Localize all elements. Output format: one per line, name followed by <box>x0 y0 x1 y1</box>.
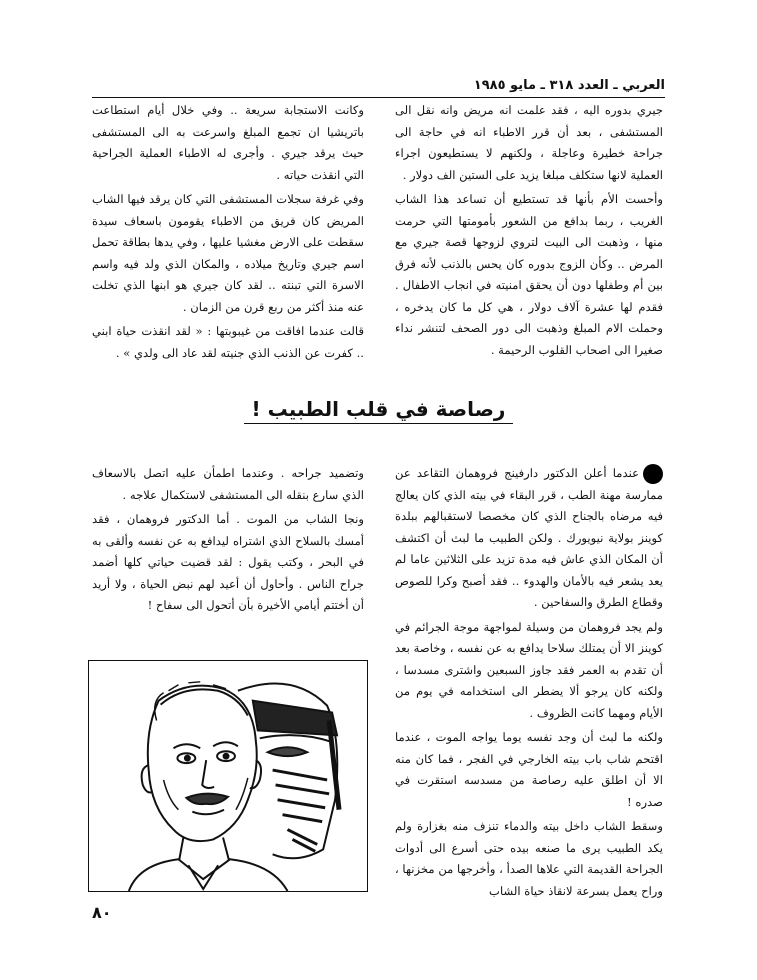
paragraph: وكانت الاستجابة سريعة .. وفي خلال أيام استطاعت باتريشيا ان تجمع المبلغ واسرعت به الى المستشفى حيث يرقد جيري . وأجرى له الاطباء العملية الجراحية التي انقذت حياته . <box>92 103 364 182</box>
paragraph: ولم يجد فروهمان من وسيلة لمواجهة موجة الجرائم في كوينز الا أن يمتلك سلاحا يدافع به عن نفسه ، وخاصة بعد أن تقدم به العمر فقد جاوز السبعين واشترى مسدسا ، ولكنه كان يرجو ألا يضطر الى استخدامه في يوم من الأيام ومهما كانت الظروف . <box>395 619 663 720</box>
paragraph: ونجا الشاب من الموت . أما الدكتور فروهمان ، فقد أمسك بالسلاح الذي اشتراه ليدافع به عن نفسه وألقى به في البحر ، وكتب يقول : لقد قضيت حياتي كلها أضمد جراح الناس . وأحاول أن أعيد لهم نبض الحياة ، ولا أريد أن أختتم أيامي الأخيرة بأن أتحول الى سفاح ! <box>92 512 364 612</box>
page-number: ٨٠ <box>92 903 112 922</box>
bottom-left-column <box>92 463 364 663</box>
illustration-frame <box>88 660 368 892</box>
paragraph <box>395 463 663 614</box>
top-left-column <box>92 100 364 390</box>
paragraph: قالت عندما افاقت من غيبوبتها : « لقد انقذت حياة ابني .. كفرت عن الذنب الذي جنيته لقد عاد الى ولدي » . <box>92 324 364 360</box>
section-title: رصاصة في قلب الطبيب ! <box>244 397 514 424</box>
paragraph: وأحست الأم بأنها قد تستطيع أن تساعد هذا الشاب الغريب ، ربما بدافع من الشعور بأمومتها التي حرمت منها ، وذهبت الى البيت لتروي لزوجها قصة جيري مع المرض .. وكأن الزوج بدوره كان يحس بالذنب لأنه فرق بين أم وطفلها دون أن يحقق امنيته في انجاب الاطفال . فقدم لها عشرة آلاف دولار ، هي كل ما كان يدخره ، وحملت الام المبلغ وذهبت الى دور الصحف لتنشر نداء صغيرا الى اصحاب القلوب الرحيمة . <box>395 192 663 357</box>
bullet-dot-icon <box>643 464 663 484</box>
bottom-right-column <box>395 463 663 899</box>
paragraph: جيري بدوره اليه ، فقد علمت انه مريض وانه نقل الى المستشفى ، بعد أن قرر الاطباء انه في حاجة الى جراحة خطيرة وعاجلة ، ولكنهم لا يستطيعون اجراء العملية لانها ستكلف مبلغا يزيد على الستين الف دولار . <box>395 103 663 182</box>
paragraph: وفي غرفة سجلات المستشفى التي كان يرقد فيها الشاب المريض كان فريق من الاطباء يقومون باسعاف سيدة سقطت على الارض مغشيا عليها ، وفي يدها بطاقة تحمل اسم جيري وتاريخ ميلاده ، والمكان الذي ولد فيه واسم الاسرة التي تبنته .. لقد كان جيري هو ابنها الذي تخلت عنه منذ أكثر من ربع قرن من الزمان . <box>92 192 364 314</box>
paragraph-text: عندما أعلن الدكتور دارفينج فروهمان التقاعد عن ممارسة مهنة الطب ، قرر البقاء في بيته الذي كان يعالج فيه مرضاه بالجناح الذي كان مخصصا لاستقبالهم ببلدة كوينز بولاية نيويورك . ولكن الطبيب ما لبث أن اكتشف أن المكان الذي عاش فيه مدة تزيد على الثلاثين عاما لم يعد يشعر فيه بالأمان والهدوء .. فقد أصبح وكرا للصوص وقطاع الطرق والسفاحين . <box>395 466 663 609</box>
doctor-sketch-illustration <box>89 661 367 891</box>
header-rule <box>92 97 665 98</box>
running-head: العربي ـ العدد ٣١٨ ـ مايو ١٩٨٥ <box>473 78 665 93</box>
paragraph: وتضميد جراحه . وعندما اطمأن عليه اتصل بالاسعاف الذي سارع بنقله الى المستشفى لاستكمال علاجه . <box>92 466 364 502</box>
paragraph: وسقط الشاب داخل بيته والدماء تنزف منه بغزارة ولم يكد الطبيب يرى ما صنعه بيده حتى أسرع الى أدوات الجراحة القديمة التي علاها الصدأ ، وأخرجها من مخزنها ، وراح يعمل بسرعة لانقاذ حياة الشاب <box>395 819 663 898</box>
paragraph: ولكنه ما لبث أن وجد نفسه يوما يواجه الموت ، عندما اقتحم شاب باب بيته الخارجي في الفجر ، فما كان منه الا أن اطلق عليه رصاصة من مسدسه استقرت في صدره ! <box>395 730 663 809</box>
section-heading <box>0 397 757 424</box>
top-right-column <box>395 100 663 390</box>
